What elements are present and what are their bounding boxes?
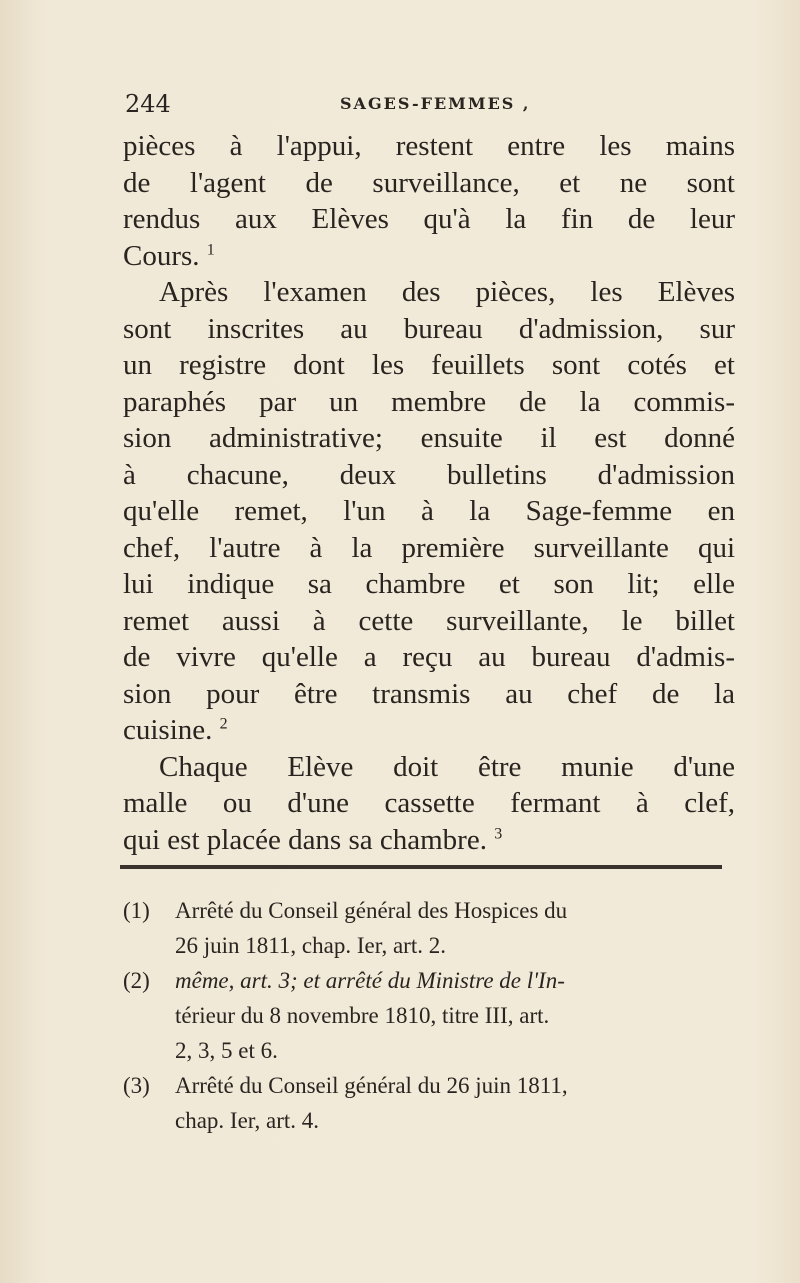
text-line: à chacune, deux bulletins d'admission	[123, 458, 735, 491]
text-line	[123, 822, 735, 859]
footnote-line: térieur du 8 novembre 1810, titre III, art.	[175, 1003, 550, 1028]
footnote-marker: (1)	[123, 898, 150, 923]
footnote-italic: même, art. 3; et arrêté du Ministre de l'In-	[175, 968, 565, 993]
text-line: Chaque Elève doit être munie d'une	[159, 750, 735, 783]
footnote-ref: 3	[494, 824, 503, 842]
footnote-marker: (2)	[123, 968, 150, 993]
text-line-content: qui est placée dans sa chambre.	[123, 823, 487, 856]
footnotes	[123, 893, 735, 1138]
footnote-2	[123, 963, 735, 1068]
text-line: remet aussi à cette surveillante, le billet	[123, 604, 735, 637]
footnote-line: Arrêté du Conseil général du 26 juin 1811,	[175, 1073, 568, 1098]
footnote-line: chap. Ier, art. 4.	[175, 1108, 320, 1133]
text-line: qu'elle remet, l'un à la Sage-femme en	[123, 495, 735, 527]
text-line: rendus aux Elèves qu'à la fin de leur	[123, 203, 735, 235]
footnote-1	[123, 893, 735, 963]
footnote-line: Arrêté du Conseil général des Hospices du	[175, 898, 568, 923]
footnote-ref: 2	[219, 715, 228, 733]
text-line: de l'agent de surveillance, et ne sont	[123, 166, 735, 199]
text-line: paraphés par un membre de la commis-	[123, 385, 735, 418]
footnote-line	[175, 963, 735, 998]
page-number: 244	[125, 90, 171, 118]
footnote-marker: (3)	[123, 1073, 150, 1098]
text-line: pièces à l'appui, restent entre les mains	[123, 130, 735, 162]
text-line-content: Cours.	[123, 239, 200, 272]
text-line: de vivre qu'elle a reçu au bureau d'admis-	[123, 641, 735, 673]
text-line: Après l'examen des pièces, les Elèves	[159, 276, 735, 308]
footnote-ref: 1	[206, 240, 215, 258]
text-line: sion administrative; ensuite il est donné	[123, 422, 735, 454]
text-line: un registre dont les feuillets sont cotés et	[123, 349, 735, 381]
footnote-3	[123, 1068, 735, 1138]
text-line: chef, l'autre à la première surveillante qui	[123, 531, 735, 564]
text-line	[123, 712, 735, 749]
text-line-content: cuisine.	[123, 714, 213, 746]
page-header	[125, 90, 725, 120]
text-line	[123, 238, 735, 275]
text-line: malle ou d'une cassette fermant à clef,	[123, 787, 735, 819]
text-line: lui indique sa chambre et son lit; elle	[123, 568, 735, 600]
text-line: sont inscrites au bureau d'admission, sur	[123, 312, 735, 345]
text-line: sion pour être transmis au chef de la	[123, 677, 735, 710]
footnote-line: 2, 3, 5 et 6.	[175, 1038, 278, 1063]
footnote-separator-rule	[120, 865, 722, 869]
running-title: SAGES-FEMMES ,	[340, 94, 531, 113]
footnote-line: 26 juin 1811, chap. Ier, art. 2.	[175, 933, 446, 958]
body-text	[123, 128, 735, 858]
